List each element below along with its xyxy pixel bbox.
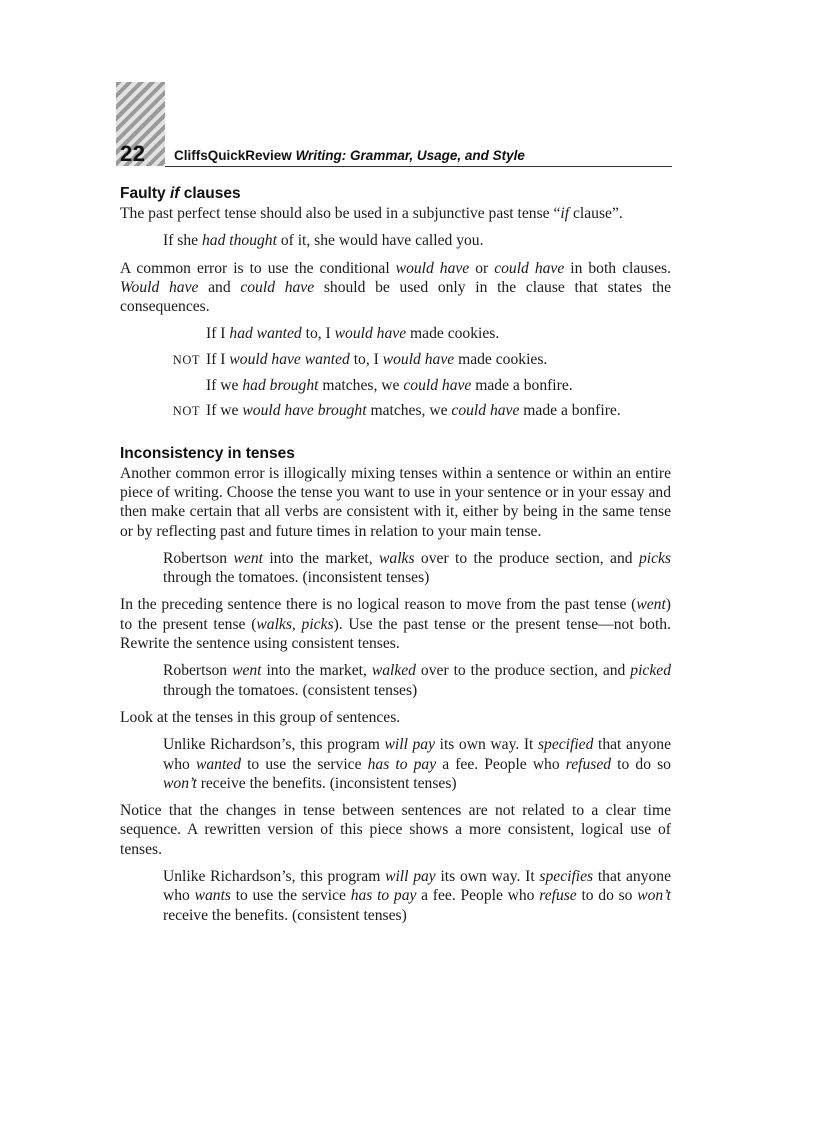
paragraph: Another common error is illogically mixing tenses within a sentence or within an entire piece of writing. Choose the tense you want to use in your sentence or in your essay and then make certain that all verbs are consistent with it, either by being in the same tense or by reflecting past and future times in relation to your main tense. <box>120 464 671 540</box>
paragraph: A common error is to use the conditional would have or could have in both clauses. Would have and could have should be used only in the clause that states the consequences. <box>120 259 671 316</box>
paragraph: Look at the tenses in this group of sentences. <box>120 708 401 726</box>
not-label: NOT <box>172 352 200 367</box>
section-heading-faulty-if: Faulty if clauses <box>120 185 241 202</box>
paragraph: Notice that the changes in tense between sentences are not related to a clear time sequence. A rewritten version of this piece shows a more consistent, logical use of tenses. <box>120 802 671 858</box>
example-row: If we had brought matches, we could have made a bonfire. <box>206 377 573 395</box>
example-row: If I had wanted to, I would have made cookies. <box>206 325 500 343</box>
example-sentence: Unlike Richardson’s, this program will pay its own way. It specified that anyone who wanted to use the service has to pay a fee. People who refused to do so won’t receive the benefits. (inconsistent tenses) <box>163 736 672 792</box>
section-heading-inconsistency: Inconsistency in tenses <box>120 444 295 462</box>
example-sentence: Robertson went into the market, walks over to the produce section, and picks through the tomatoes. (inconsistent tenses) <box>163 549 671 587</box>
series-name: CliffsQuickReview <box>174 148 292 163</box>
page-number: 22 <box>120 141 146 166</box>
not-label: NOT <box>172 404 200 419</box>
header-rule <box>165 166 672 167</box>
example-sentence: Robertson went into the market, walked over to the produce section, and picked through the tomatoes. (consistent tenses) <box>163 662 671 699</box>
example-sentence: If she had thought of it, she would have called you. <box>163 232 484 250</box>
page-body <box>120 184 671 925</box>
example-sentence: Unlike Richardson’s, this program will pay its own way. It specifies that anyone who wants to use the service has to pay a fee. People who refuse to do so won’t receive the benefits. (consistent tenses) <box>163 868 671 924</box>
example-row-incorrect: NOT If I would have wanted to, I would have made cookies. <box>120 350 671 370</box>
book-title: Writing: Grammar, Usage, and Style <box>295 148 525 163</box>
paragraph: In the preceding sentence there is no logical reason to move from the past tense (went) to the present tense (walks, picks). Use the past tense or the present tense—not both. Rewrite the sentence using consistent tenses. <box>120 596 672 653</box>
running-head <box>174 148 525 163</box>
example-row-incorrect: NOT If we would have brought matches, we could have made a bonfire. <box>120 401 671 421</box>
paragraph: The past perfect tense should also be used in a subjunctive past tense “if clause”. <box>120 205 623 222</box>
